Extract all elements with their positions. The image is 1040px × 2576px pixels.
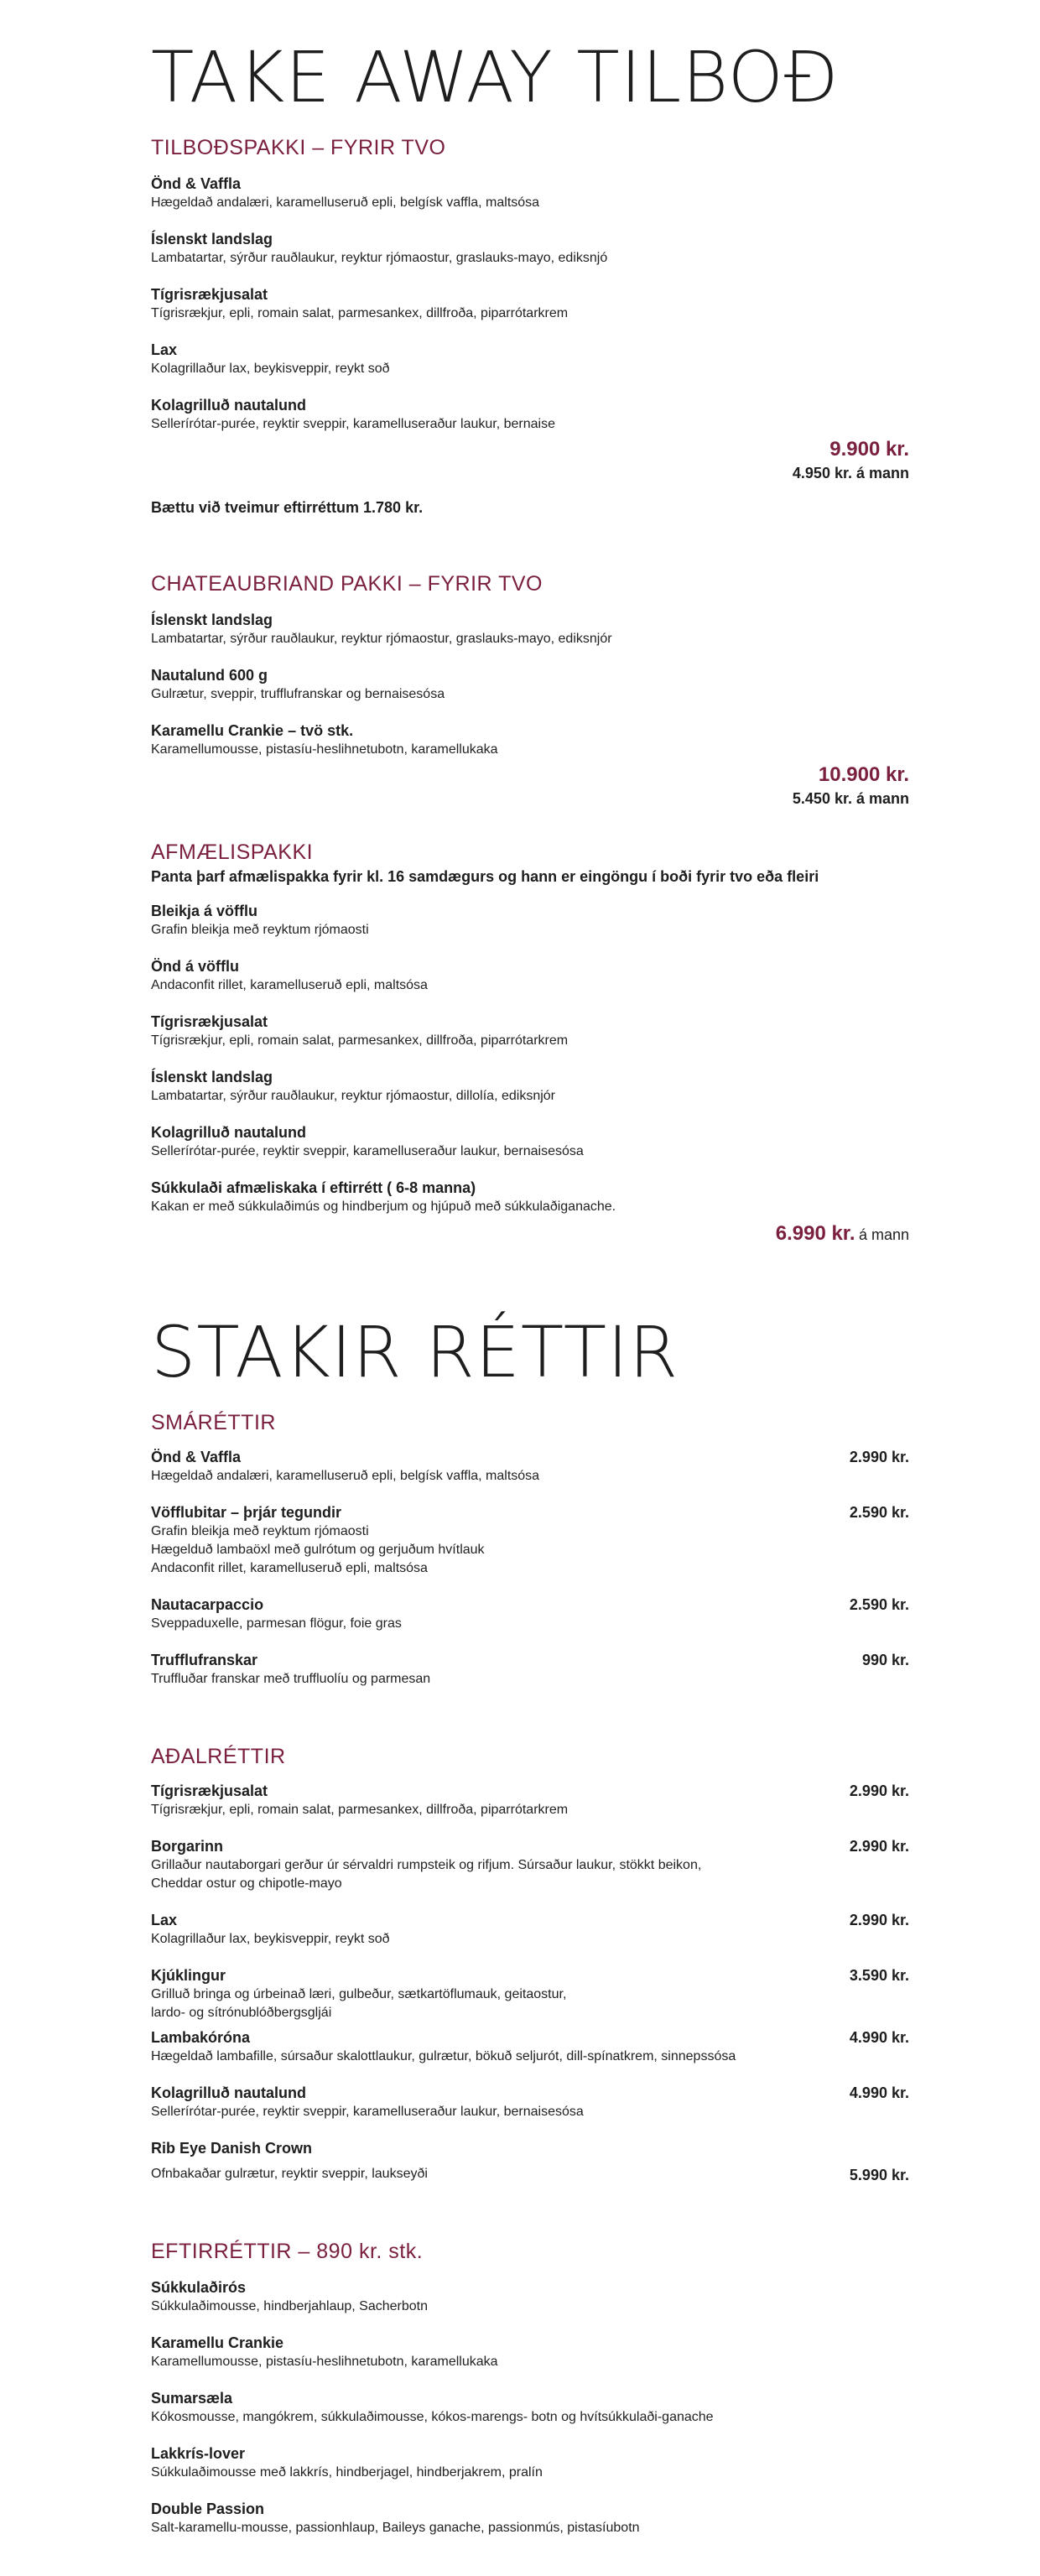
item-desc: Grillaður nautaborgari gerður úr sérvaldri rumpsteik og rifjum. Súrsaður laukur, stökkt beikon, Cheddar ostur og chipotle-mayo [151,1858,702,1891]
section-title: TILBOÐSPAKKI – FYRIR TVO [151,136,446,159]
item-name: Trufflufranskar [151,1652,258,1668]
item-desc: Lambatartar, sýrður rauðlaukur, reyktur rjómaostur, graslauks-mayo, ediksnjór [151,632,612,646]
item-price: 2.990 kr. [849,1449,909,1465]
item-name: Önd & Vaffla [151,175,242,192]
list-item [151,665,909,704]
item-desc: Lambatartar, sýrður rauðlaukur, reyktur rjómaostur, graslauks-mayo, ediksnjó [151,251,608,265]
list-item [151,1836,909,1893]
item-desc: Tígrisrækjur, epli, romain salat, parmesankex, dillfroða, piparrótarkrem [151,1033,569,1048]
item-name: Íslenskt landslag [151,611,273,628]
item-desc: Karamellumousse, pistasíu-heslihnetubotn, karamellukaka [151,2355,498,2369]
list-item [151,2083,909,2121]
package-price: 10.900 kr. [818,763,909,786]
section-afmaeli [151,840,909,1246]
item-desc: Súkkulaðimousse, hindberjahlaup, Sacherbotn [151,2299,428,2313]
item-desc: Grafin bleikja með reyktum rjómaosti Hægelduð lambaöxl með gulrótum og gerjuðum hvítlauk Andaconfit rillet, karamelluseruð epli, maltsósa [151,1524,485,1575]
list-item [151,2277,909,2316]
package-total [151,762,909,809]
package-total [151,437,909,484]
item-name: Lakkrís-lover [151,2445,246,2462]
item-desc: Kakan er með súkkulaðimús og hindberjum og hjúpuð með súkkulaðiganache. [151,1200,616,1214]
item-desc: Sellerírótar-purée, reyktir sveppir, karamelluseraður laukur, bernaisesósa [151,1144,584,1158]
package-per-person: 4.950 kr. á mann [792,465,909,481]
list-item [151,901,909,939]
section-title: SMÁRÉTTIR [151,1411,276,1434]
package-price: 6.990 kr. [775,1222,855,1245]
item-price: 2.590 kr. [849,1504,909,1521]
item-name: Kolagrilluð nautalund [151,397,306,414]
list-item [151,1012,909,1050]
item-price: 2.990 kr. [849,1912,909,1928]
item-desc: Tígrisrækjur, epli, romain salat, parmesankex, dillfroða, piparrótarkrem [151,306,569,320]
item-price: 5.990 kr. [849,2167,909,2183]
list-item [151,1910,909,1949]
list-item [151,956,909,995]
section-chateaubriand [151,572,909,809]
list-item [151,1781,909,1819]
list-item [151,2138,909,2183]
stakir-heading-block [151,1311,909,1393]
item-desc: Hægeldað lambafille, súrsaður skalottlaukur, gulrætur, bökuð seljurót, dill-spínatkrem, sinnepssósa [151,2049,736,2063]
item-name: Íslenskt landslag [151,231,273,247]
list-item [151,1447,909,1486]
list-item [151,2388,909,2427]
section-smarettir [151,1411,909,1705]
item-name: Lambakóróna [151,2029,251,2046]
item-desc: Lambatartar, sýrður rauðlaukur, reyktur rjómaostur, dillolía, ediksnjór [151,1089,555,1103]
item-name: Sumarsæla [151,2390,233,2407]
item-name: Double Passion [151,2501,265,2517]
item-desc: Súkkulaðimousse með lakkrís, hindberjagel, hindberjakrem, pralín [151,2465,543,2480]
item-desc: Grilluð bringa og úrbeinað læri, gulbeður, sætkartöflumauk, geitaostur, lardo- og sítrónublóðbergsgljái [151,1987,567,2020]
item-price: 2.990 kr. [849,1838,909,1855]
item-name: Íslenskt landslag [151,1069,273,1085]
item-desc: Salt-karamellu-mousse, passionhlaup, Baileys ganache, passionmús, pistasíubotn [151,2521,640,2535]
section-eftirrettir [151,2240,909,2554]
list-item [151,1650,909,1689]
order-note: Panta þarf afmælispakka fyrir kl. 16 samdægurs og hann er eingöngu í boði fyrir tvo eða fleiri [151,868,819,885]
item-desc: Hægeldað andalæri, karamelluseruð epli, belgísk vaffla, maltsósa [151,195,540,210]
dessert-addon-note: Bættu við tveimur eftirréttum 1.780 kr. [151,499,424,516]
item-name: Tígrisrækjusalat [151,1013,268,1030]
item-name: Borgarinn [151,1838,224,1855]
item-desc: Hægeldað andalæri, karamelluseruð epli, belgísk vaffla, maltsósa [151,1469,540,1483]
section-title: CHATEAUBRIAND PAKKI – FYRIR TVO [151,572,543,596]
item-price: 2.590 kr. [849,1596,909,1613]
item-desc: Truffluðar franskar með truffluolíu og parmesan [151,1672,431,1686]
list-item [151,610,909,648]
list-item [151,2333,909,2371]
section-adalrettir [151,1745,909,2200]
item-name: Karamellu Crankie [151,2334,284,2351]
list-item [151,395,909,434]
item-name: Kjúklingur [151,1967,226,1984]
package-price: 9.900 kr. [829,438,909,461]
item-desc: Sveppaduxelle, parmesan flögur, foie gras [151,1616,402,1631]
item-name: Nautalund 600 g [151,667,268,684]
item-desc: Tígrisrækjur, epli, romain salat, parmesankex, dillfroða, piparrótarkrem [151,1803,569,1817]
item-name: Tígrisrækjusalat [151,1782,268,1799]
takeaway-heading-block [151,36,909,118]
list-item [151,1122,909,1161]
item-name: Lax [151,1912,178,1928]
item-price: 4.990 kr. [849,2084,909,2101]
list-item [151,174,909,212]
item-name: Tígrisrækjusalat [151,286,268,303]
list-item [151,284,909,323]
list-item [151,2499,909,2537]
list-item [151,340,909,378]
list-item [151,1067,909,1106]
item-name: Kolagrilluð nautalund [151,1124,306,1141]
list-item [151,721,909,759]
item-desc: Ofnbakaðar gulrætur, reyktir sveppir, laukseyði [151,2167,428,2181]
item-desc: Gulrætur, sveppir, trufflufranskar og bernaisesósa [151,687,445,701]
section-title: AFMÆLISPAKKI [151,840,314,864]
item-desc: Karamellumousse, pistasíu-heslihnetubotn, karamellukaka [151,742,498,757]
list-item [151,2027,909,2066]
item-name: Bleikja á vöfflu [151,903,258,919]
item-name: Súkkulaði afmæliskaka í eftirrétt ( 6-8 manna) [151,1179,476,1196]
package-total [151,1221,909,1246]
item-name: Súkkulaðirós [151,2279,247,2296]
section-tilbod [151,136,909,517]
item-desc: Kókosmousse, mangókrem, súkkulaðimousse, kókos-marengs- botn og hvítsúkkulaði-ganache [151,2410,714,2424]
item-name: Önd á vöfflu [151,958,239,975]
list-item [151,1965,909,2022]
item-name: Vöfflubitar – þrjár tegundir [151,1504,342,1521]
item-desc: Sellerírótar-purée, reyktir sveppir, karamelluseraður laukur, bernaisesósa [151,2105,584,2119]
list-item [151,1595,909,1633]
item-name: Önd & Vaffla [151,1449,242,1465]
item-name: Karamellu Crankie – tvö stk. [151,722,354,739]
item-desc: Kolagrillaður lax, beykisveppir, reykt soð [151,1932,390,1946]
package-per-person: á mann [858,1226,909,1243]
item-price: 3.590 kr. [849,1967,909,1984]
item-name: Lax [151,341,178,358]
list-item [151,2443,909,2482]
list-item [151,229,909,268]
package-per-person: 5.450 kr. á mann [792,790,909,807]
item-desc: Andaconfit rillet, karamelluseruð epli, maltsósa [151,978,428,992]
stakir-title: STAKIR RÉTTIR [151,1311,679,1393]
item-desc: Sellerírótar-purée, reyktir sveppir, karamelluseraður laukur, bernaise [151,417,555,431]
section-title: AÐALRÉTTIR [151,1745,286,1768]
section-title: EFTIRRÉTTIR – 890 kr. stk. [151,2240,424,2263]
item-name: Kolagrilluð nautalund [151,2084,306,2101]
item-name: Nautacarpaccio [151,1596,264,1613]
item-price: 4.990 kr. [849,2029,909,2046]
item-name: Rib Eye Danish Crown [151,2140,313,2157]
item-desc: Kolagrillaður lax, beykisveppir, reykt soð [151,362,390,376]
takeaway-title: TAKE AWAY TILBOÐ [151,36,840,118]
list-item [151,1502,909,1578]
item-price: 2.990 kr. [849,1782,909,1799]
item-desc: Grafin bleikja með reyktum rjómaosti [151,923,369,937]
item-price: 990 kr. [861,1652,909,1668]
list-item [151,1178,909,1216]
